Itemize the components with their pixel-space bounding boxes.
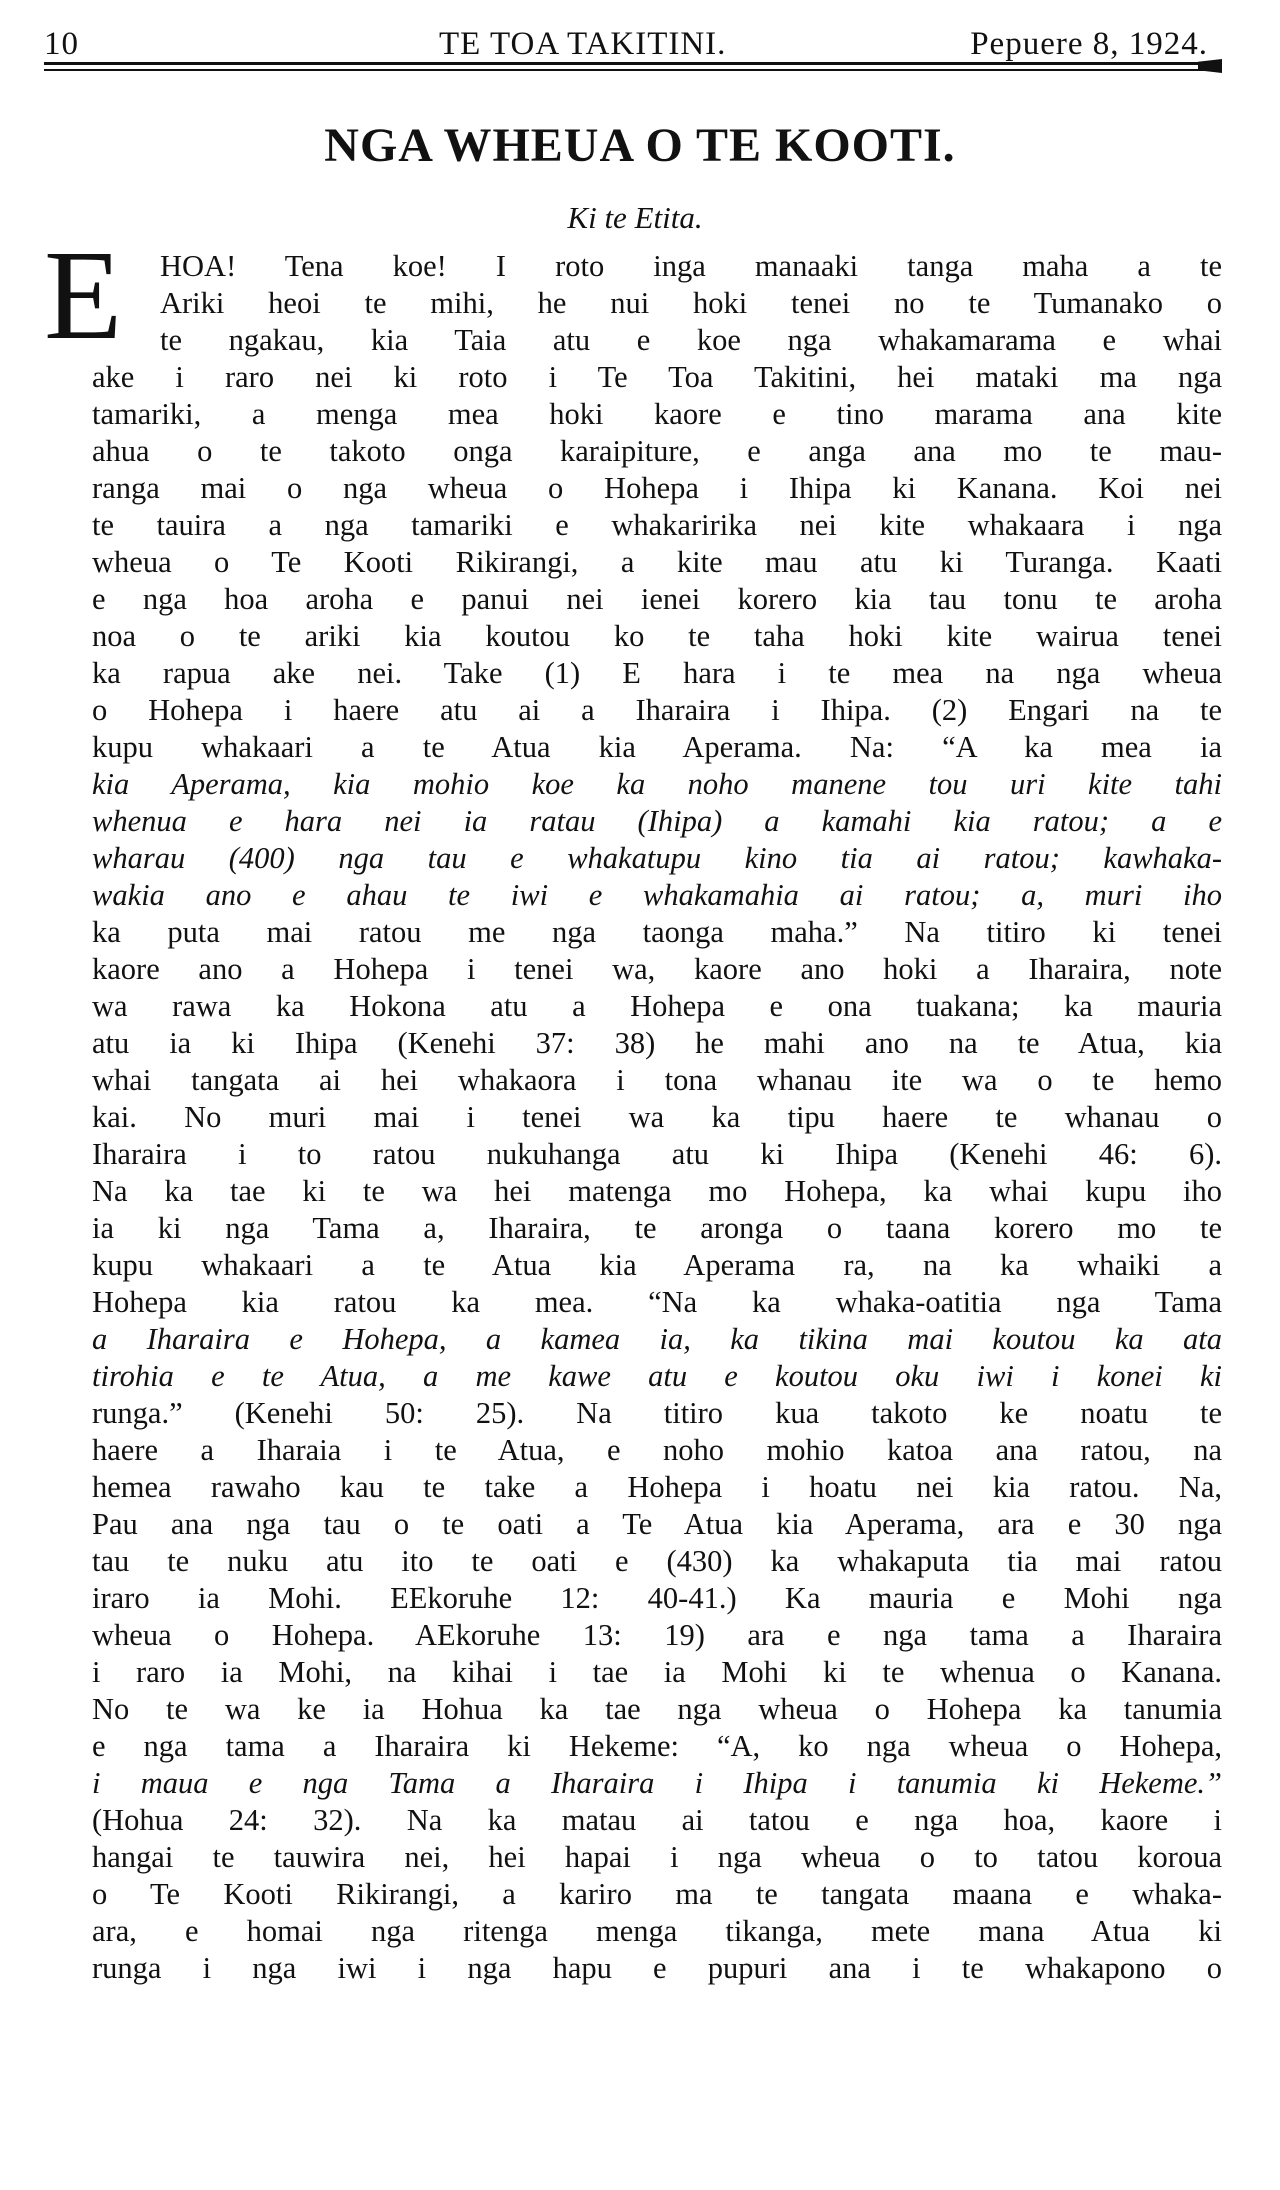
body-line: (Hohua 24: 32). Na ka matau ai tatou e nga hoa, kaore i (92, 1803, 1222, 1837)
header-rule-bottom (44, 69, 1220, 71)
body-line: tirohia e te Atua, a me kawe atu e koutou oku iwi i konei ki (92, 1359, 1222, 1393)
body-line: atu ia ki Ihipa (Kenehi 37: 38) he mahi ano na te Atua, kia (92, 1026, 1222, 1060)
body-line: No te wa ke ia Hohua ka tae nga wheua o Hohepa ka tanumia (92, 1692, 1222, 1726)
body-line: te ngakau, kia Taia atu e koe nga whakamarama e whai (160, 323, 1222, 357)
body-line: hangai te tauwira nei, hei hapai i nga wheua o to tatou koroua (92, 1840, 1222, 1874)
body-line: ara, e homai nga ritenga menga tikanga, mete mana Atua ki (92, 1914, 1222, 1948)
article-addressee: Ki te Etita. (567, 200, 703, 235)
body-line: i maua e nga Tama a Iharaira i Ihipa i tanumia ki Hekeme.” (92, 1766, 1222, 1800)
body-line: Hohepa kia ratou ka mea. “Na ka whaka-oatitia nga Tama (92, 1285, 1222, 1319)
header-rule-top (44, 62, 1220, 65)
body-line: kia Aperama, kia mohio koe ka noho manene tou uri kite tahi (92, 767, 1222, 801)
drop-cap: E (44, 224, 123, 366)
body-line: haere a Iharaia i te Atua, e noho mohio katoa ana ratou, na (92, 1433, 1222, 1467)
body-line: whai tangata ai hei whakaora i tona whanau ite wa o te hemo (92, 1063, 1222, 1097)
body-line: ake i raro nei ki roto i Te Toa Takitini, hei mataki ma nga (92, 360, 1222, 394)
body-line: i raro ia Mohi, na kihai i tae ia Mohi ki te whenua o Kanana. (92, 1655, 1222, 1689)
body-line: ka puta mai ratou me nga taonga maha.” Na titiro ki tenei (92, 915, 1222, 949)
body-line: o Hohepa i haere atu ai a Iharaira i Ihipa. (2) Engari na te (92, 693, 1222, 727)
body-line: ahua o te takoto onga karaipiture, e anga ana mo te mau- (92, 434, 1222, 468)
body-line: te tauira a nga tamariki e whakaririka nei kite whakaara i nga (92, 508, 1222, 542)
body-line: whenua e hara nei ia ratau (Ihipa) a kamahi kia ratou; a e (92, 804, 1222, 838)
body-line: e nga tama a Iharaira ki Hekeme: “A, ko nga wheua o Hohepa, (92, 1729, 1222, 1763)
body-line: Pau ana nga tau o te oati a Te Atua kia Aperama, ara e 30 nga (92, 1507, 1222, 1541)
article-title: NGA WHEUA O TE KOOTI. (324, 119, 956, 172)
body-line: iraro ia Mohi. EEkoruhe 12: 40-41.) Ka mauria e Mohi nga (92, 1581, 1222, 1615)
body-line: o Te Kooti Rikirangi, a kariro ma te tangata maana e whaka- (92, 1877, 1222, 1911)
body-line: noa o te ariki kia koutou ko te taha hoki kite wairua tenei (92, 619, 1222, 653)
body-line: kai. No muri mai i tenei wa ka tipu haere te whanau o (92, 1100, 1222, 1134)
body-line: Ariki heoi te mihi, he nui hoki tenei no te Tumanako o (160, 286, 1222, 320)
body-line: a Iharaira e Hohepa, a kamea ia, ka tikina mai koutou ka ata (92, 1322, 1222, 1356)
body-line: e nga hoa aroha e panui nei ienei korero kia tau tonu te aroha (92, 582, 1222, 616)
body-line: ia ki nga Tama a, Iharaira, te aronga o taana korero mo te (92, 1211, 1222, 1245)
body-line: Na ka tae ki te wa hei matenga mo Hohepa, ka whai kupu iho (92, 1174, 1222, 1208)
publication-title: TE TOA TAKITINI. (439, 26, 727, 62)
body-line: kaore ano a Hohepa i tenei wa, kaore ano hoki a Iharaira, note (92, 952, 1222, 986)
page-number: 10 (44, 26, 79, 62)
body-line: wa rawa ka Hokona atu a Hohepa e ona tuakana; ka mauria (92, 989, 1222, 1023)
body-line: wakia ano e ahau te iwi e whakamahia ai ratou; a, muri iho (92, 878, 1222, 912)
body-line: runga.” (Kenehi 50: 25). Na titiro kua takoto ke noatu te (92, 1396, 1222, 1430)
issue-date: Pepuere 8, 1924. (970, 26, 1208, 62)
body-line: ka rapua ake nei. Take (1) E hara i te mea na nga wheua (92, 656, 1222, 690)
body-line: wharau (400) nga tau e whakatupu kino tia ai ratou; kawhaka- (92, 841, 1222, 875)
body-line: tamariki, a menga mea hoki kaore e tino marama ana kite (92, 397, 1222, 431)
body-line: kupu whakaari a te Atua kia Aperama. Na: “A ka mea ia (92, 730, 1222, 764)
body-line: hemea rawaho kau te take a Hohepa i hoatu nei kia ratou. Na, (92, 1470, 1222, 1504)
body-line: tau te nuku atu ito te oati e (430) ka whakaputa tia mai ratou (92, 1544, 1222, 1578)
page-header (44, 20, 1234, 60)
body-line: Iharaira i to ratou nukuhanga atu ki Ihipa (Kenehi 46: 6). (92, 1137, 1222, 1171)
body-line: HOA! Tena koe! I roto inga manaaki tanga maha a te (160, 249, 1222, 283)
body-line: wheua o Te Kooti Rikirangi, a kite mau atu ki Turanga. Kaati (92, 545, 1222, 579)
body-line: kupu whakaari a te Atua kia Aperama ra, na ka whaiki a (92, 1248, 1222, 1282)
body-line: runga i nga iwi i nga hapu e pupuri ana i te whakapono o (92, 1951, 1222, 1985)
body-line: wheua o Hohepa. AEkoruhe 13: 19) ara e nga tama a Iharaira (92, 1618, 1222, 1652)
body-line: ranga mai o nga wheua o Hohepa i Ihipa ki Kanana. Koi nei (92, 471, 1222, 505)
